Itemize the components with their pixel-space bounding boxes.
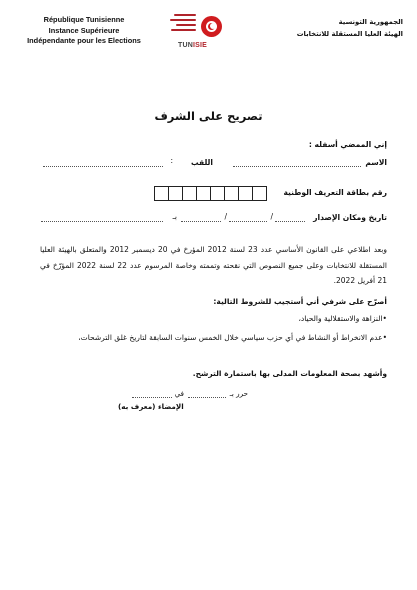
header-fr-line-2: Instance Supérieure (48, 25, 120, 35)
header-ar-line-2: الهيئة العليا المستقلة للانتخابات (296, 30, 403, 38)
condition-integrity: •النزاهة والاستقلالية والحياد، (298, 314, 387, 323)
id-label: رقم بطاقة التعريف الوطنية (283, 188, 387, 197)
id-number-boxes[interactable] (155, 186, 267, 201)
id-digit-box[interactable] (168, 186, 183, 201)
date-month-field[interactable] (229, 213, 267, 222)
id-digit-box[interactable] (224, 186, 239, 201)
tunisia-flag-icon (201, 16, 222, 37)
signer-label: إني الممضي أسفله : (308, 140, 387, 149)
date-sep-1: / (270, 212, 273, 221)
legal-reference-paragraph: وبعد اطلاعي على القانون الأساسي عدد 23 لسنة 2012 المؤرخ في 20 ديسمبر 2012 والمتعلق بالهيئة العليا المستقلة للانتخابات وعلى جميع النصوص التي نقحته وتممته وخاصة المرسوم عدد 22 لسنة 2022 المؤرّخ في 21 أفريل 2022. (40, 245, 388, 285)
id-digit-box[interactable] (182, 186, 197, 201)
id-digit-box[interactable] (252, 186, 267, 201)
header-fr-line-1: République Tunisienne (43, 15, 125, 24)
attestation-statement: وأشهد بصحة المعلومات المدلى بها باستمارة الترشح. (192, 369, 387, 378)
surname-label: اللقب (190, 158, 213, 167)
name-label: الاسم (365, 158, 387, 167)
page-title: تصريح على الشرف (154, 109, 263, 123)
condition-no-party: •عدم الانخراط أو النشاط في أي حزب سياسي خلال الخمس سنوات السابقة لتاريخ غلق الترشحات، (78, 333, 387, 342)
name-field[interactable] (233, 158, 361, 167)
date-sep-2: / (224, 212, 227, 221)
id-digit-box[interactable] (238, 186, 253, 201)
header-arabic (243, 16, 403, 40)
id-digit-box[interactable] (196, 186, 211, 201)
written-at-label: حرر بـ (229, 389, 248, 398)
place-prefix: بـ (172, 212, 177, 221)
declaration-statement: أصرّح على شرفي أني أستجيب للشروط التالية: (213, 297, 387, 306)
signature-label: الإمضاء (معرف به) (118, 402, 184, 411)
name-row (27, 158, 387, 172)
date-on-label: في (174, 389, 184, 398)
surname-field[interactable] (43, 158, 163, 167)
header-ar-line-1: الجمهورية التونسية (338, 18, 403, 26)
id-digit-box[interactable] (154, 186, 169, 201)
isie-logo (170, 12, 228, 58)
header-fr-line-3: Indépendante pour les Elections (27, 36, 141, 45)
written-at-row (128, 389, 248, 401)
logo-brand-text: TUNISIE (178, 42, 208, 49)
written-on-field[interactable] (132, 389, 172, 398)
written-at-field[interactable] (188, 389, 226, 398)
date-day-field[interactable] (275, 213, 305, 222)
id-digit-box[interactable] (210, 186, 225, 201)
header-french (14, 15, 154, 47)
id-row (27, 186, 387, 202)
logo-arabic-lettering (170, 12, 198, 46)
date-place-row (27, 213, 387, 227)
place-field[interactable] (41, 213, 163, 222)
surname-colon: : (170, 156, 173, 165)
date-label: تاريخ ومكان الإصدار (313, 213, 387, 222)
date-year-field[interactable] (181, 213, 221, 222)
